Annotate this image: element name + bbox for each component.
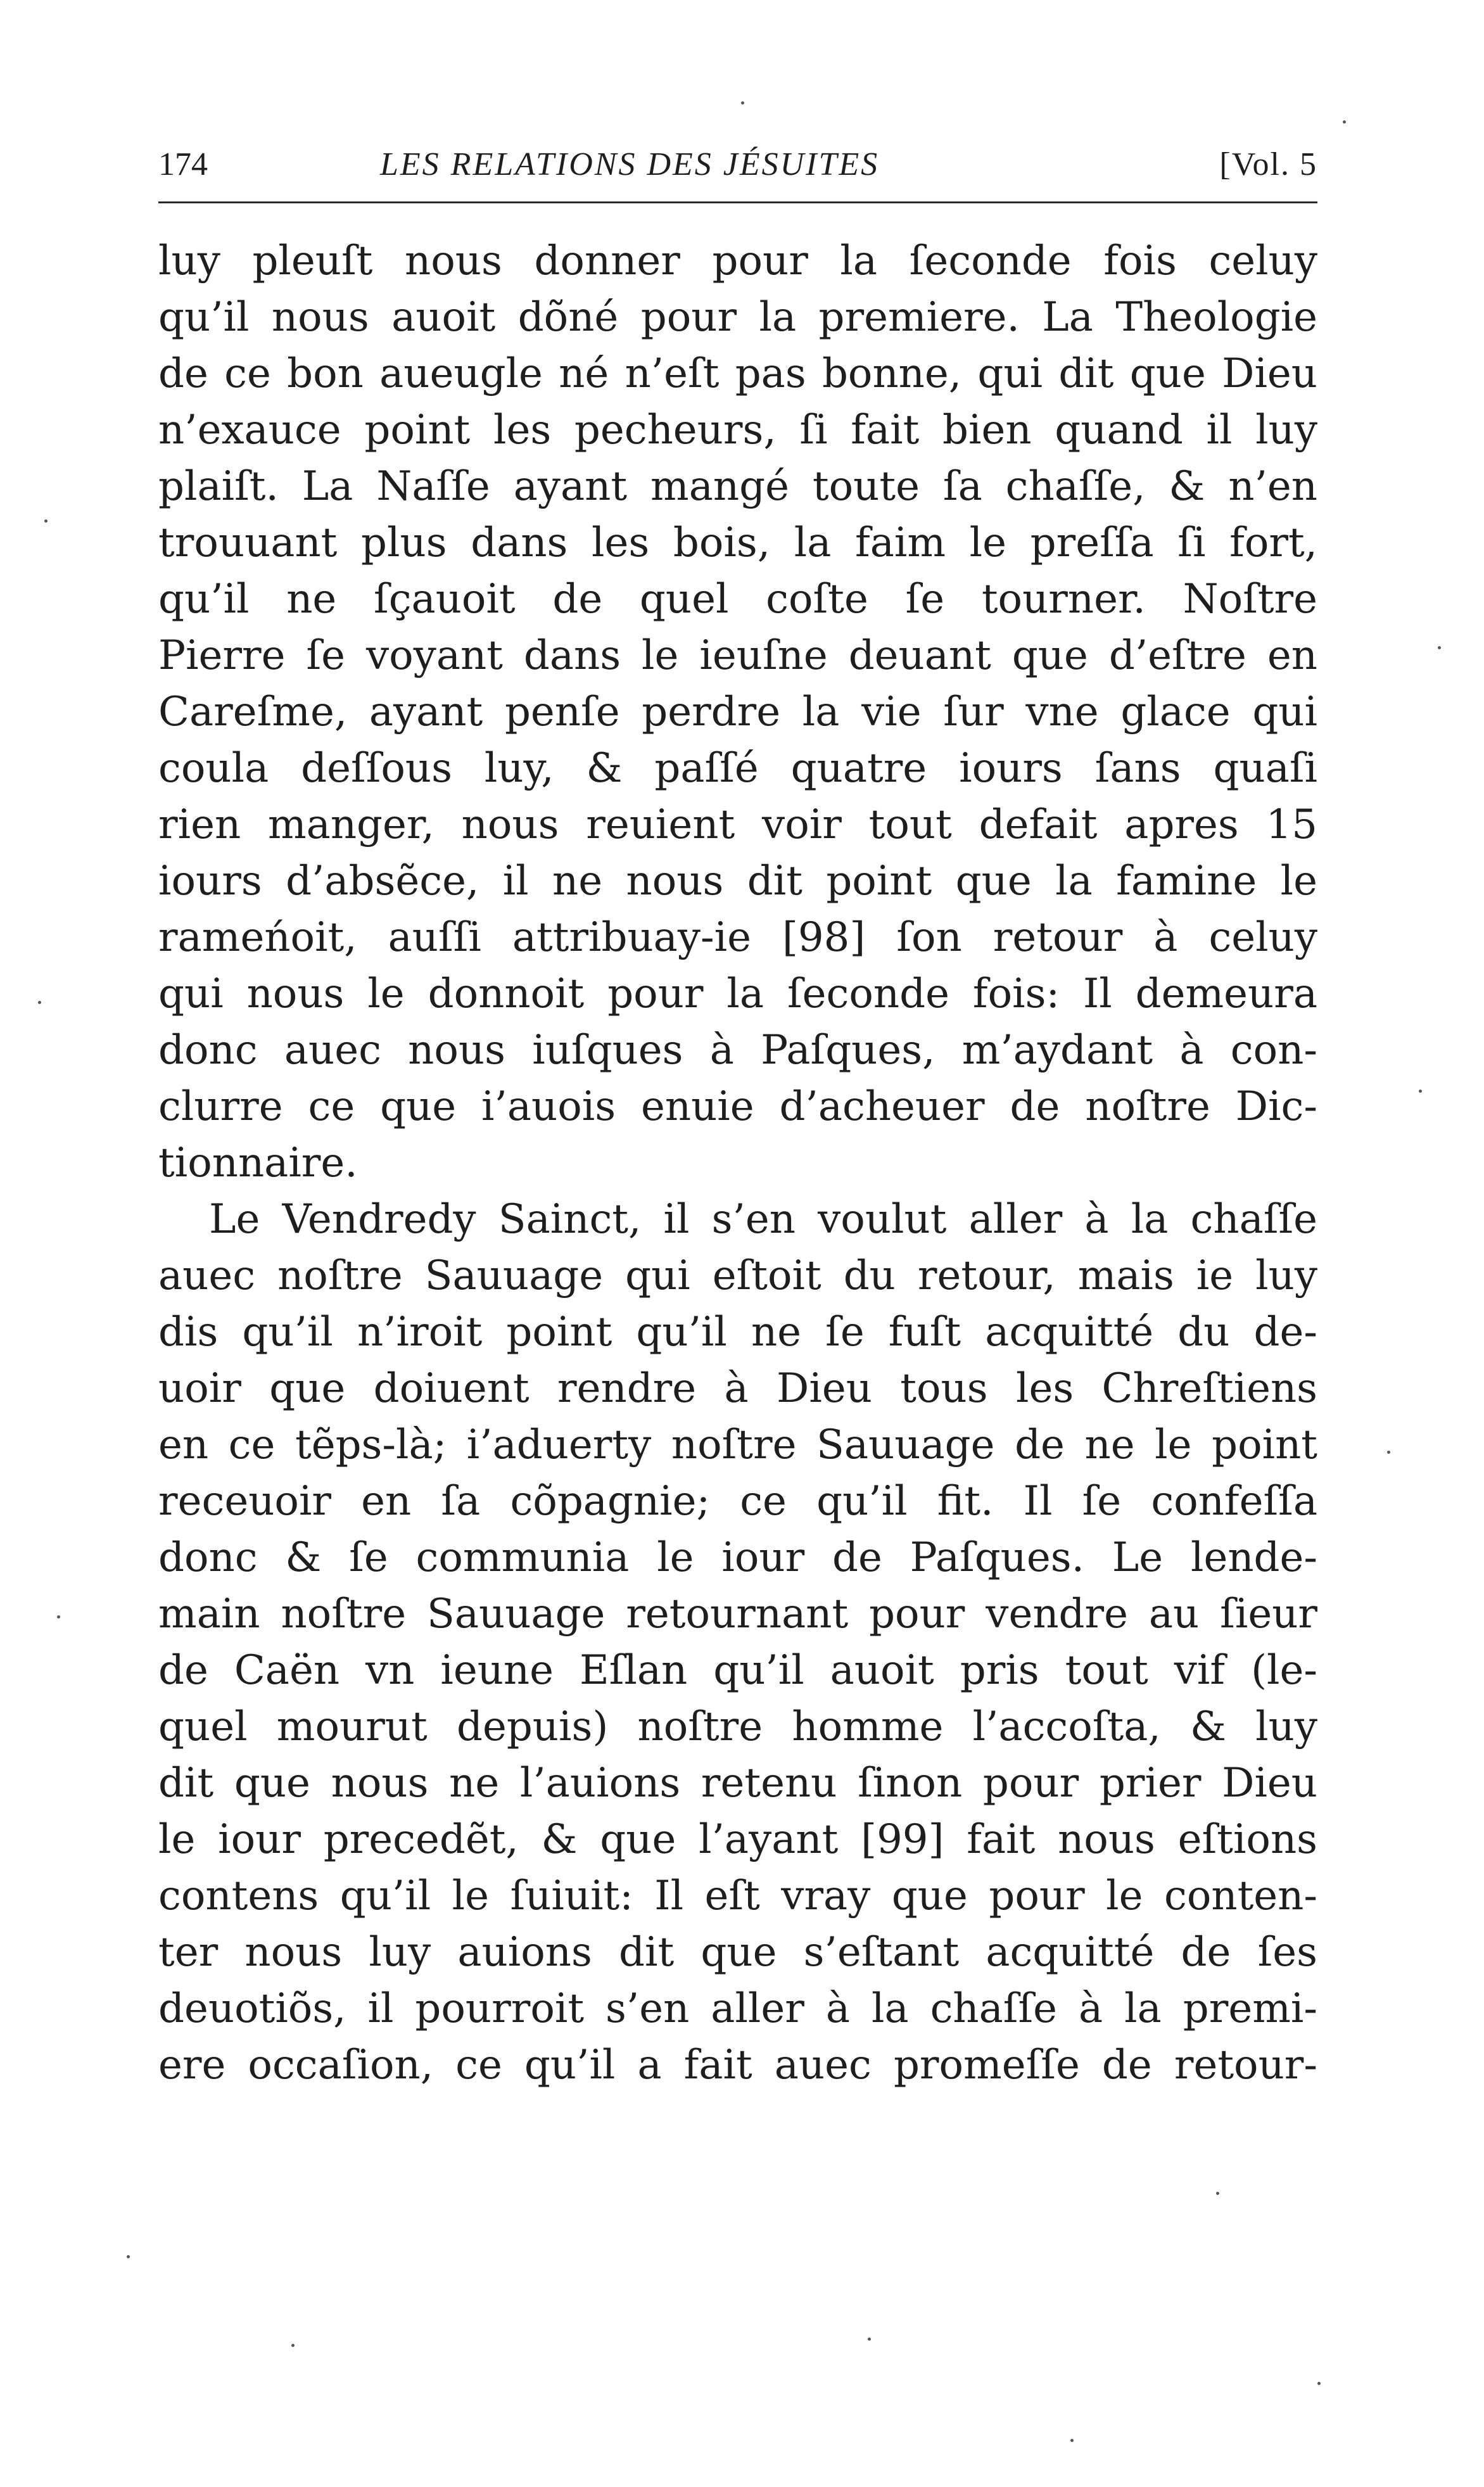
text-line: coula deſſous luy, & paſſé quatre iours ſans quaſi xyxy=(158,745,1317,792)
paper-speck xyxy=(291,2344,295,2347)
text-line: contens qu’il le ſuiuit: Il eſt vray que pour le conten- xyxy=(158,1873,1317,1919)
paper-speck xyxy=(1387,1451,1390,1454)
text-line: de ce bon aueugle né n’eſt pas bonne, qui dit que Dieu xyxy=(158,350,1317,397)
text-line: donc auec nous iuſques à Paſques, m’aydant à con- xyxy=(158,1027,1317,1074)
volume-marker: [Vol. 5 xyxy=(1219,146,1317,182)
text-line: de Caën vn ieune Eſlan qu’il auoit pris tout vif (le- xyxy=(158,1647,1317,1694)
paper-speck xyxy=(868,2338,871,2341)
text-line: dis qu’il n’iroit point qu’il ne ſe fuſt acquitté du de- xyxy=(158,1309,1317,1356)
text-line: clurre ce que i’auois enuie d’acheuer de noſtre Dic- xyxy=(158,1083,1317,1130)
text-line: main noſtre Sauuage retournant pour vendre au ſieur xyxy=(158,1591,1317,1638)
text-line: rameńoit, auſſi attribuay-ie [98] ſon retour à celuy xyxy=(158,914,1317,961)
text-line: quel mourut depuis) noſtre homme l’accoſta, & luy xyxy=(158,1703,1317,1750)
text-line: qui nous le donnoit pour la ſeconde fois: Il demeura xyxy=(158,970,1317,1017)
paper-speck xyxy=(1216,2192,1219,2195)
text-line: iours d’absẽce, il ne nous dit point que la famine le xyxy=(158,858,1317,905)
paper-speck xyxy=(44,519,48,523)
text-line: ere occaſion, ce qu’il a fait auec promeſſe de retour- xyxy=(158,2042,1317,2089)
text-line-paragraph-end: tionnaire. xyxy=(158,1140,358,1186)
paper-speck xyxy=(1419,1090,1422,1093)
text-line: trouuant plus dans les bois, la faim le preſſa ſi fort, xyxy=(158,519,1317,566)
paper-speck xyxy=(38,1001,41,1004)
text-line: ter nous luy auions dit que s’eſtant acquitté de ſes xyxy=(158,1929,1317,1976)
text-line-paragraph-start: Le Vendredy Sainct, il s’en voulut aller à la chaſſe xyxy=(209,1196,1317,1243)
paper-speck xyxy=(127,2255,130,2258)
running-title: LES RELATIONS DES JÉSUITES xyxy=(380,146,880,182)
text-line: uoir que doiuent rendre à Dieu tous les Chreſtiens xyxy=(158,1365,1317,1412)
body-text xyxy=(158,233,1317,2094)
text-line: deuotiõs, il pourroit s’en aller à la chaſſe à la premi- xyxy=(158,1985,1317,2032)
text-line: auec noſtre Sauuage qui eſtoit du retour, mais ie luy xyxy=(158,1252,1317,1299)
paper-speck xyxy=(1070,2439,1074,2442)
paper-speck xyxy=(1317,2382,1321,2385)
text-line: rien manger, nous reuient voir tout defait apres 15 xyxy=(158,801,1317,848)
text-line: receuoir en ſa cõpagnie; ce qu’il fit. Il ſe confeſſa xyxy=(158,1478,1317,1525)
paper-speck xyxy=(57,1615,60,1619)
text-line: qu’il ne ſçauoit de quel coſte ſe tourner. Noſtre xyxy=(158,576,1317,623)
text-line: le iour precedẽt, & que l’ayant [99] fait nous eſtions xyxy=(158,1816,1317,1863)
text-line: donc & ſe communia le iour de Paſques. Le lende- xyxy=(158,1534,1317,1581)
text-line: qu’il nous auoit dõné pour la premiere. La Theologie xyxy=(158,294,1317,341)
paper-speck xyxy=(741,101,744,105)
text-line: plaiſt. La Naſſe ayant mangé toute ſa chaſſe, & n’en xyxy=(158,463,1317,510)
text-line: n’exauce point les pecheurs, ſi fait bien quand il luy xyxy=(158,407,1317,454)
paper-speck xyxy=(1438,646,1441,649)
text-line: luy pleuſt nous donner pour la ſeconde fois celuy xyxy=(158,238,1317,284)
header-rule xyxy=(158,201,1317,203)
text-line: dit que nous ne l’auions retenu ſinon pour prier Dieu xyxy=(158,1760,1317,1807)
running-head xyxy=(158,143,1317,187)
text-line: en ce tẽps-là; i’aduerty noſtre Sauuage de ne le point xyxy=(158,1422,1317,1468)
paper-speck xyxy=(1343,120,1346,124)
page-number: 174 xyxy=(158,146,208,182)
text-line: Pierre ſe voyant dans le ieuſne deuant que d’eſtre en xyxy=(158,632,1317,679)
text-line: Careſme, ayant penſe perdre la vie ſur vne glace qui xyxy=(158,689,1317,735)
